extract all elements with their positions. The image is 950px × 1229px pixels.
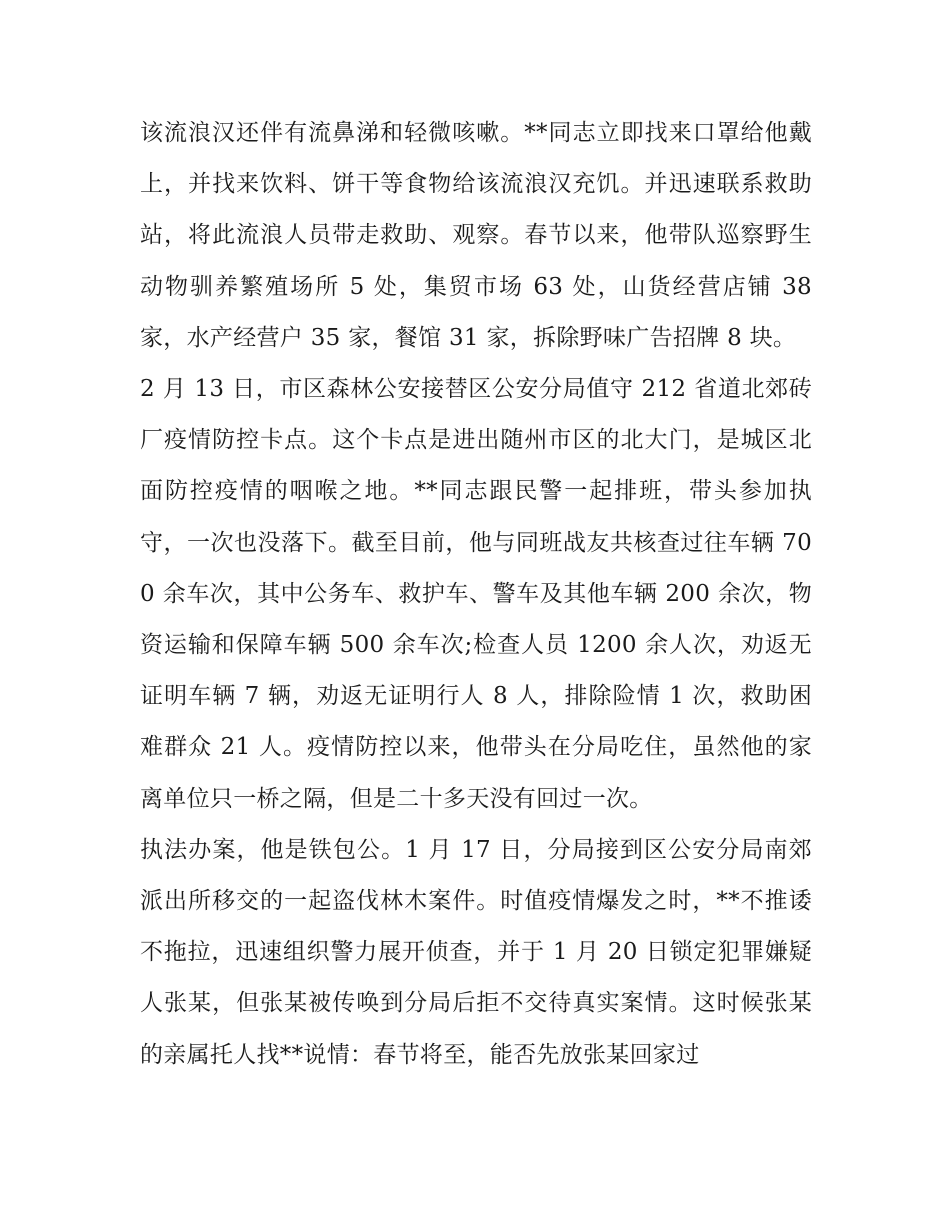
paragraph-1: 该流浪汉还伴有流鼻涕和轻微咳嗽。**同志立即找来口罩给他戴上，并找来饮料、饼干等食物给该流浪汉充饥。并迅速联系救助站，将此流浪人员带走救助、观察。春节以来，他带队巡察野生动物驯养繁殖场所 5 处，集贸市场 63 处，山货经营店铺 38 家，水产经营户 35 家，餐馆 31 家，拆除野味广告招牌 8 块。 bbox=[140, 120, 812, 351]
paragraph-3: 执法办案，他是铁包公。1 月 17 日，分局接到区公安分局南郊派出所移交的一起盗伐林木案件。时值疫情爆发之时，**不推诿不拖拉，迅速组织警力展开侦查，并于 1 月 20 日锁定犯罪嫌疑人张某，但张某被传唤到分局后拒不交待真实案情。这时候张某的亲属托人找**说情：春节将至，能否先放张某回家过 bbox=[140, 836, 812, 1068]
document-body bbox=[140, 108, 812, 1081]
paragraph-2: 2 月 13 日，市区森林公安接替区公安分局值守 212 省道北郊砖厂疫情防控卡点。这个卡点是进出随州市区的北大门，是城区北面防控疫情的咽喉之地。**同志跟民警一起排班，带头参加执守，一次也没落下。截至目前，他与同班战友共核查过往车辆 700 余车次，其中公务车、救护车、警车及其他车辆 200 余次，物资运输和保障车辆 500 余车次;检查人员 1200 余人次，劝返无证明车辆 7 辆，劝返无证明行人 8 人，排除险情 1 次，救助困难群众 21 人。疫情防控以来，他带头在分局吃住，虽然他的家离单位只一桥之隔，但是二十多天没有回过一次。 bbox=[140, 376, 812, 812]
